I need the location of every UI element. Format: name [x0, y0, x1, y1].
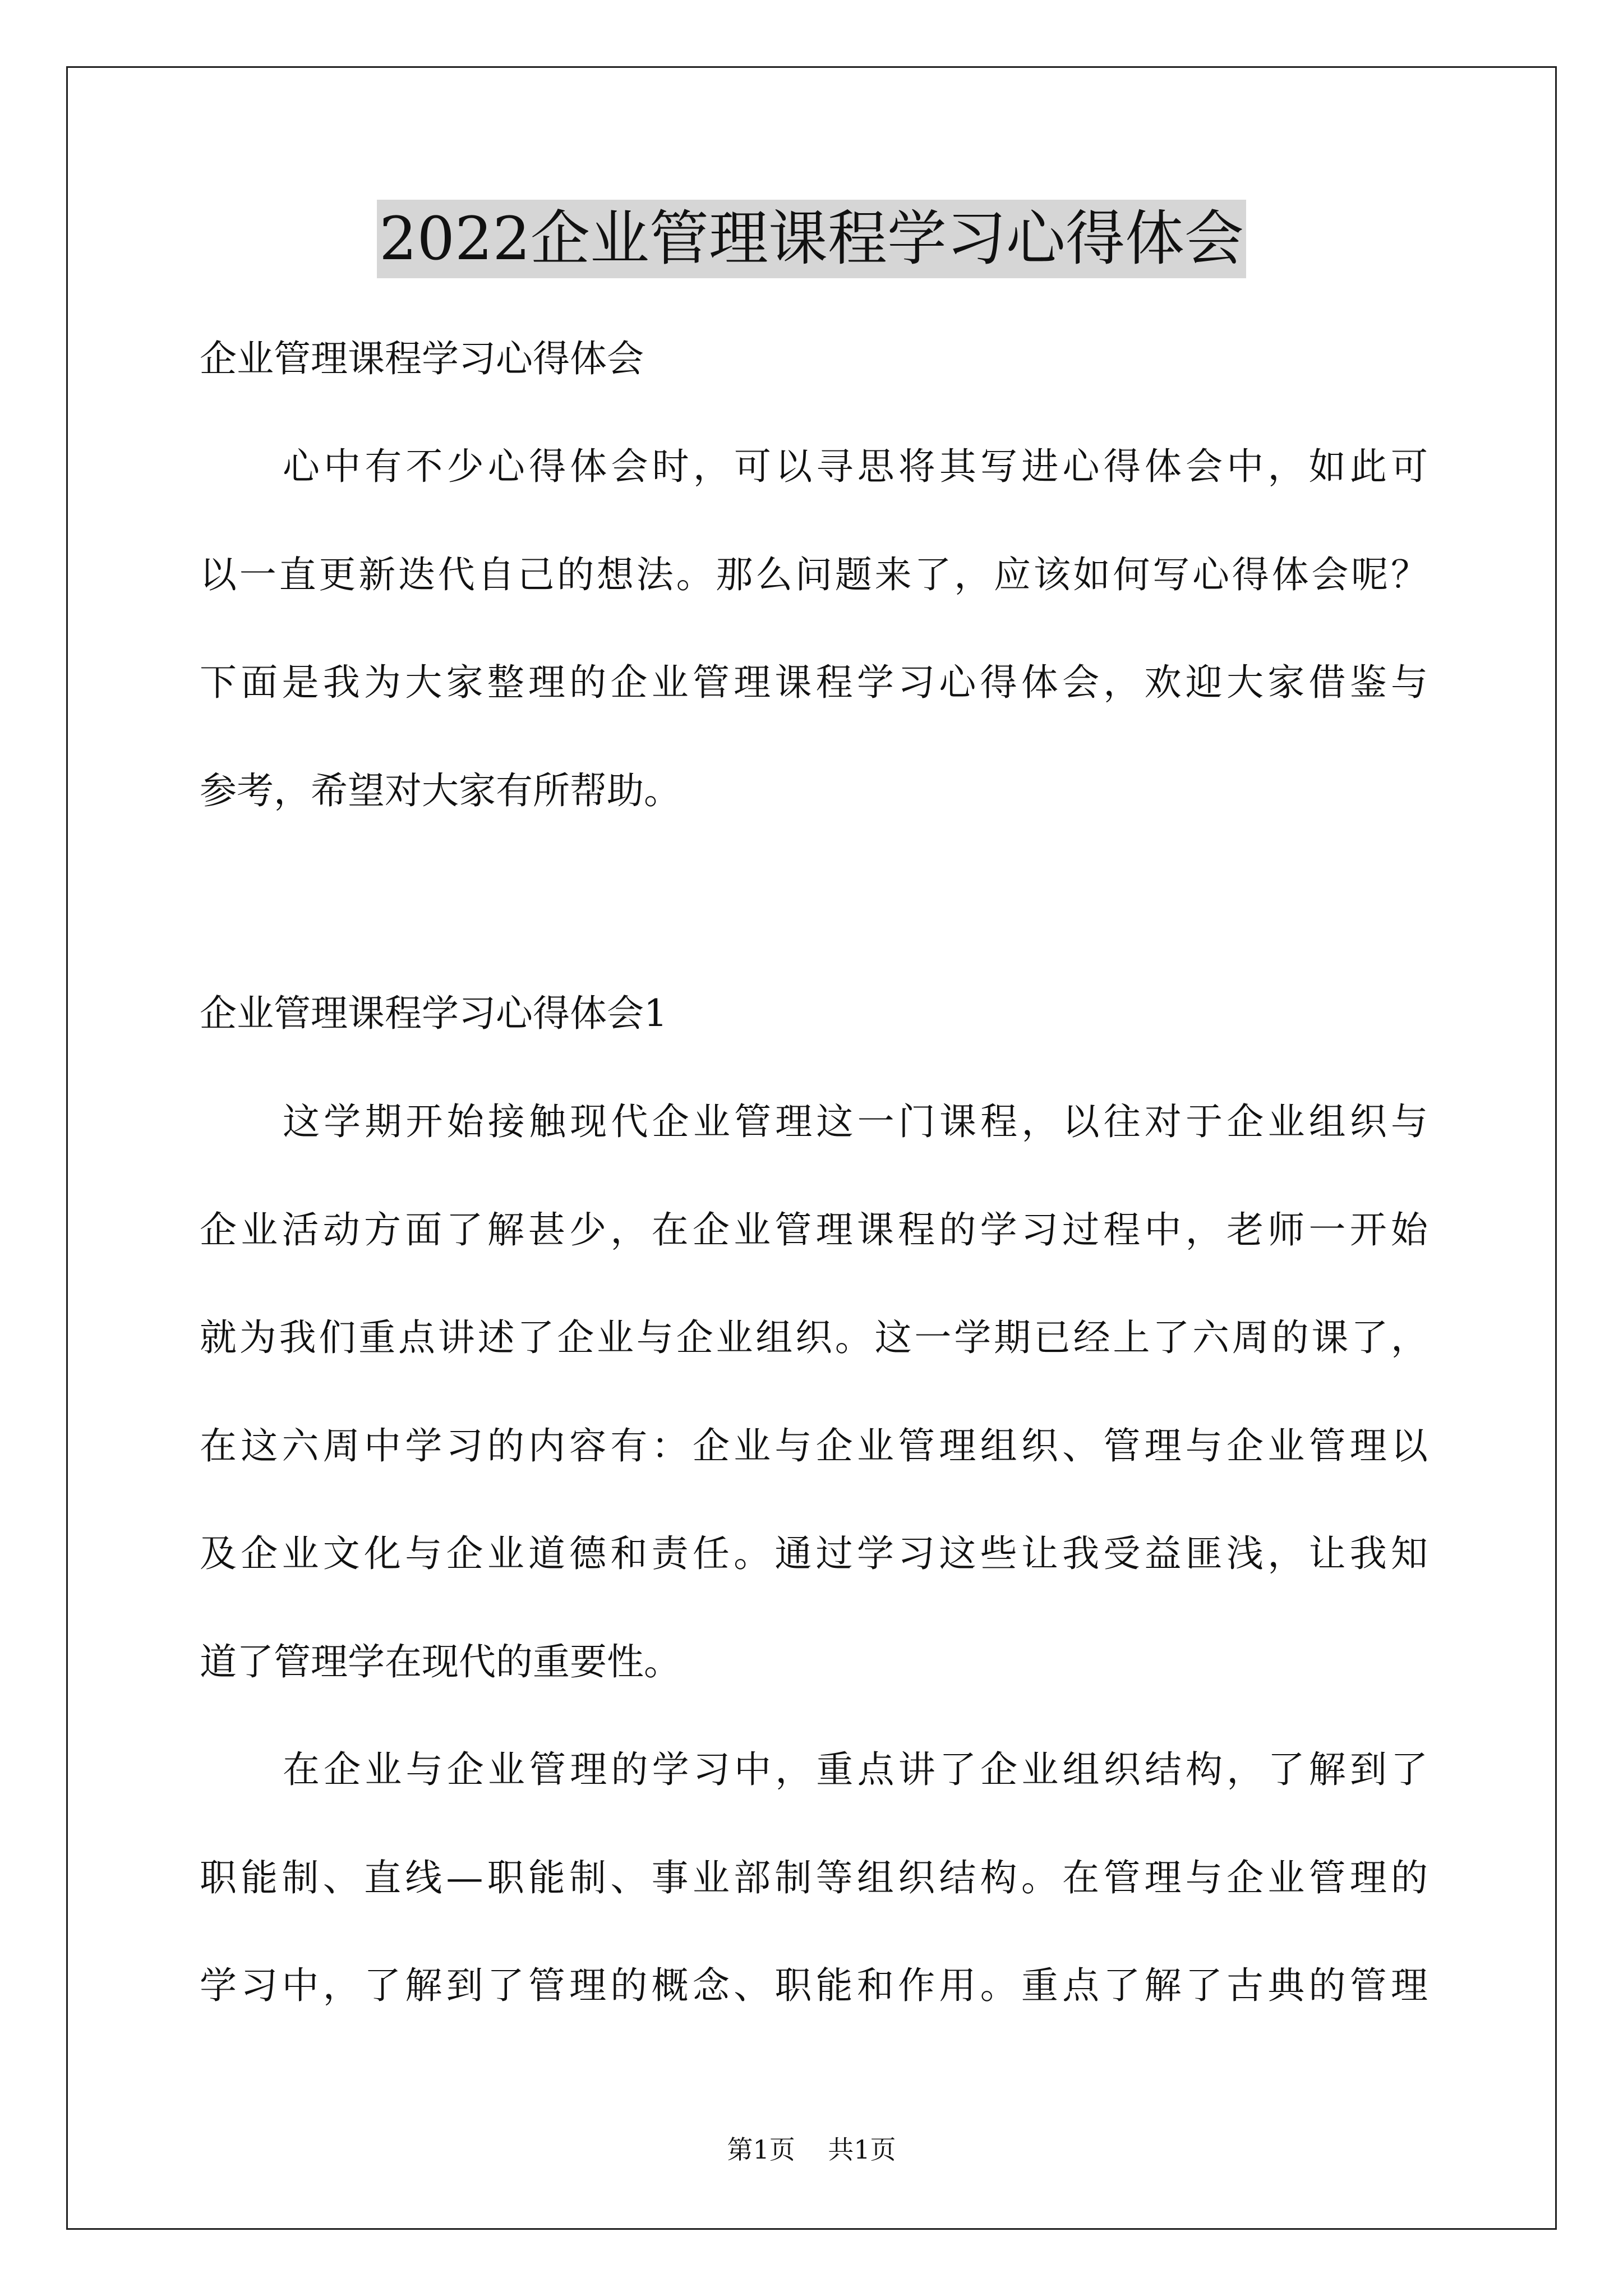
intro-line-2: 以一直更新迭代自己的想法。那么问题来了，应该如何写心得体会呢？ [200, 553, 1428, 596]
page-total: 共1页 [828, 2134, 896, 2165]
page-footer [0, 2133, 1623, 2166]
page-number: 第1页 [727, 2134, 795, 2165]
intro-line-1: 心中有不少心得体会时，可以寻思将其写进心得体会中，如此可 [283, 445, 1428, 488]
intro-line-3: 下面是我为大家整理的企业管理课程学习心得体会，欢迎大家借鉴与 [200, 661, 1428, 704]
intro-line-4: 参考，希望对大家有所帮助。 [200, 769, 681, 812]
page-border [66, 66, 1557, 2230]
paragraph1-line-4: 在这六周中学习的内容有：企业与企业管理组织、管理与企业管理以 [200, 1424, 1428, 1467]
paragraph1-line-6: 道了管理学在现代的重要性。 [200, 1640, 681, 1683]
document-title: 2022企业管理课程学习心得体会 [377, 200, 1246, 278]
section-heading: 企业管理课程学习心得体会1 [200, 992, 667, 1035]
document-subtitle: 企业管理课程学习心得体会 [200, 337, 644, 380]
title-container [0, 200, 1623, 278]
paragraph1-line-3: 就为我们重点讲述了企业与企业组织。这一学期已经上了六周的课了， [200, 1316, 1428, 1359]
paragraph2-line-2: 职能制、直线—职能制、事业部制等组织结构。在管理与企业管理的 [200, 1856, 1428, 1899]
paragraph2-line-3: 学习中，了解到了管理的概念、职能和作用。重点了解了古典的管理 [200, 1964, 1428, 2007]
paragraph1-line-5: 及企业文化与企业道德和责任。通过学习这些让我受益匪浅，让我知 [200, 1532, 1428, 1575]
paragraph1-line-2: 企业活动方面了解甚少，在企业管理课程的学习过程中，老师一开始 [200, 1208, 1428, 1251]
paragraph2-line-1: 在企业与企业管理的学习中，重点讲了企业组织结构，了解到了 [283, 1748, 1428, 1791]
paragraph1-line-1: 这学期开始接触现代企业管理这一门课程，以往对于企业组织与 [283, 1100, 1428, 1143]
